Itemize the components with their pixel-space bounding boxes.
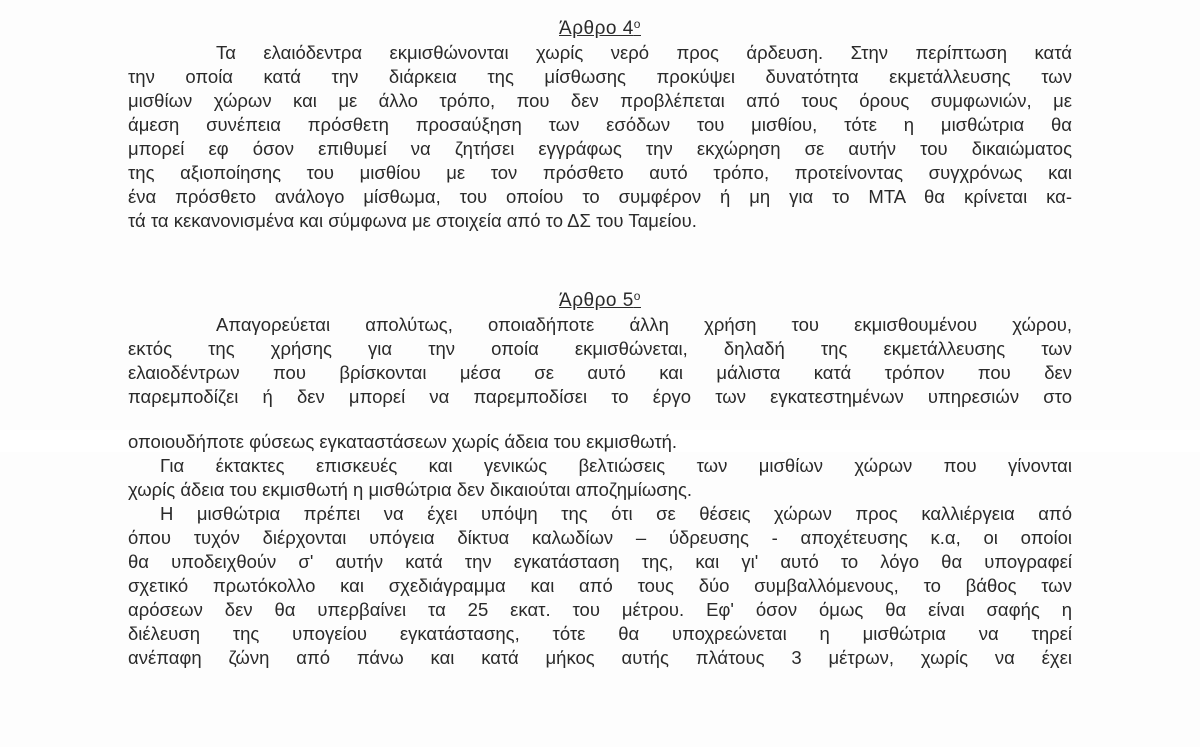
paragraph-line: σχετικό πρωτόκολλο και σχεδιάγραμμα και από τους δύο συμβαλλόμενους, το βάθος των: [128, 575, 1072, 596]
paragraph-line: αρόσεων δεν θα υπερβαίνει τα 25 εκατ. του μέτρου. Εφ' όσον όμως θα είναι σαφής η: [128, 599, 1072, 620]
article-5-heading: [128, 284, 1072, 313]
paragraph-line: όπου τυχόν διέρχονται υπόγεια δίκτυα καλωδίων – ύδρευσης - αποχέτευσης κ.α, οι οποίοι: [128, 527, 1072, 548]
paragraph-line: Για έκτακτες επισκευές και γενικώς βελτιώσεις των μισθίων χώρων που γίνονται: [160, 455, 1072, 476]
article-4-heading-text: Άρθρο 4: [559, 18, 634, 39]
paragraph-line: Τα ελαιόδεντρα εκμισθώνονται χωρίς νερό προς άρδευση. Στην περίπτωση κατά: [216, 42, 1072, 63]
paragraph-line: ελαιοδέντρων που βρίσκονται μέσα σε αυτό και μάλιστα κατά τρόπον που δεν: [128, 362, 1072, 383]
paragraph-line: θα υποδειχθούν σ' αυτήν κατά την εγκατάσταση της, και γι' αυτό το λόγο θα υπογραφεί: [128, 551, 1072, 572]
paragraph-line: ένα πρόσθετο ανάλογο μίσθωμα, του οποίου το συμφέρον ή μη για το ΜΤΑ θα κρίνεται κα-: [128, 186, 1072, 207]
article-4-heading: [128, 12, 1072, 41]
article-4-section: [128, 12, 1072, 233]
article-5-section: [128, 284, 1072, 407]
paragraph-line: διέλευση της υπογείου εγκατάστασης, τότε θα υποχρεώνεται η μισθώτρια να τηρεί: [128, 623, 1072, 644]
paragraph-line: εκτός της χρήσης για την οποία εκμισθώνεται, δηλαδή της εκμετάλλευσης των: [128, 338, 1072, 359]
article-4-heading-sup: ο: [633, 17, 641, 31]
article-5-heading-text: Άρθρο 5: [559, 290, 634, 311]
paragraph-line: τά τα κεκανονισμένα και σύμφωνα με στοιχεία από το ΔΣ του Ταμείου.: [128, 210, 697, 231]
cut-top-line-text: οποιουδήποτε φύσεως εγκαταστάσεων χωρίς άδεια του εκμισθωτή.: [128, 431, 678, 452]
continuation-section: [128, 431, 1072, 670]
paragraph-line: Απαγορεύεται απολύτως, οποιαδήποτε άλλη χρήση του εκμισθουμένου χώρου,: [216, 314, 1072, 335]
paragraph-line: μπορεί εφ όσον επιθυμεί να ζητήσει εγγράφως την εκχώρηση σε αυτήν του δικαιώματος: [128, 138, 1072, 159]
paragraph-line-cut: παρεμποδίζει ή δεν μπορεί να παρεμποδίσει το έργο των εγκατεστημένων υπηρεσιών στο: [128, 386, 1072, 407]
paragraph-line-cut-top: [128, 431, 1072, 454]
paragraph-line: χωρίς άδεια του εκμισθωτή η μισθώτρια δεν δικαιούται αποζημίωσης.: [128, 479, 693, 500]
paragraph-line: της αξιοποίησης του μισθίου με τον πρόσθετο αυτό τρόπο, προτείνοντας συγχρόνως και: [128, 162, 1072, 183]
paragraph-line: άμεση συνέπεια πρόσθετη προσαύξηση των εσόδων του μισθίου, τότε η μισθώτρια θα: [128, 114, 1072, 135]
article-5-heading-sup: ο: [633, 289, 641, 303]
paragraph-line: μισθίων χώρων και με άλλο τρόπο, που δεν προβλέπεται από τους όρους συμφωνιών, με: [128, 90, 1072, 111]
paragraph-line: την οποία κατά την διάρκεια της μίσθωσης προκύψει δυνατότητα εκμετάλλευσης των: [128, 66, 1072, 87]
paragraph-line: Η μισθώτρια πρέπει να έχει υπόψη της ότι σε θέσεις χώρων προς καλλιέργεια από: [160, 503, 1072, 524]
paragraph-line: ανέπαφη ζώνη από πάνω και κατά μήκος αυτής πλάτους 3 μέτρων, χωρίς να έχει: [128, 647, 1072, 668]
